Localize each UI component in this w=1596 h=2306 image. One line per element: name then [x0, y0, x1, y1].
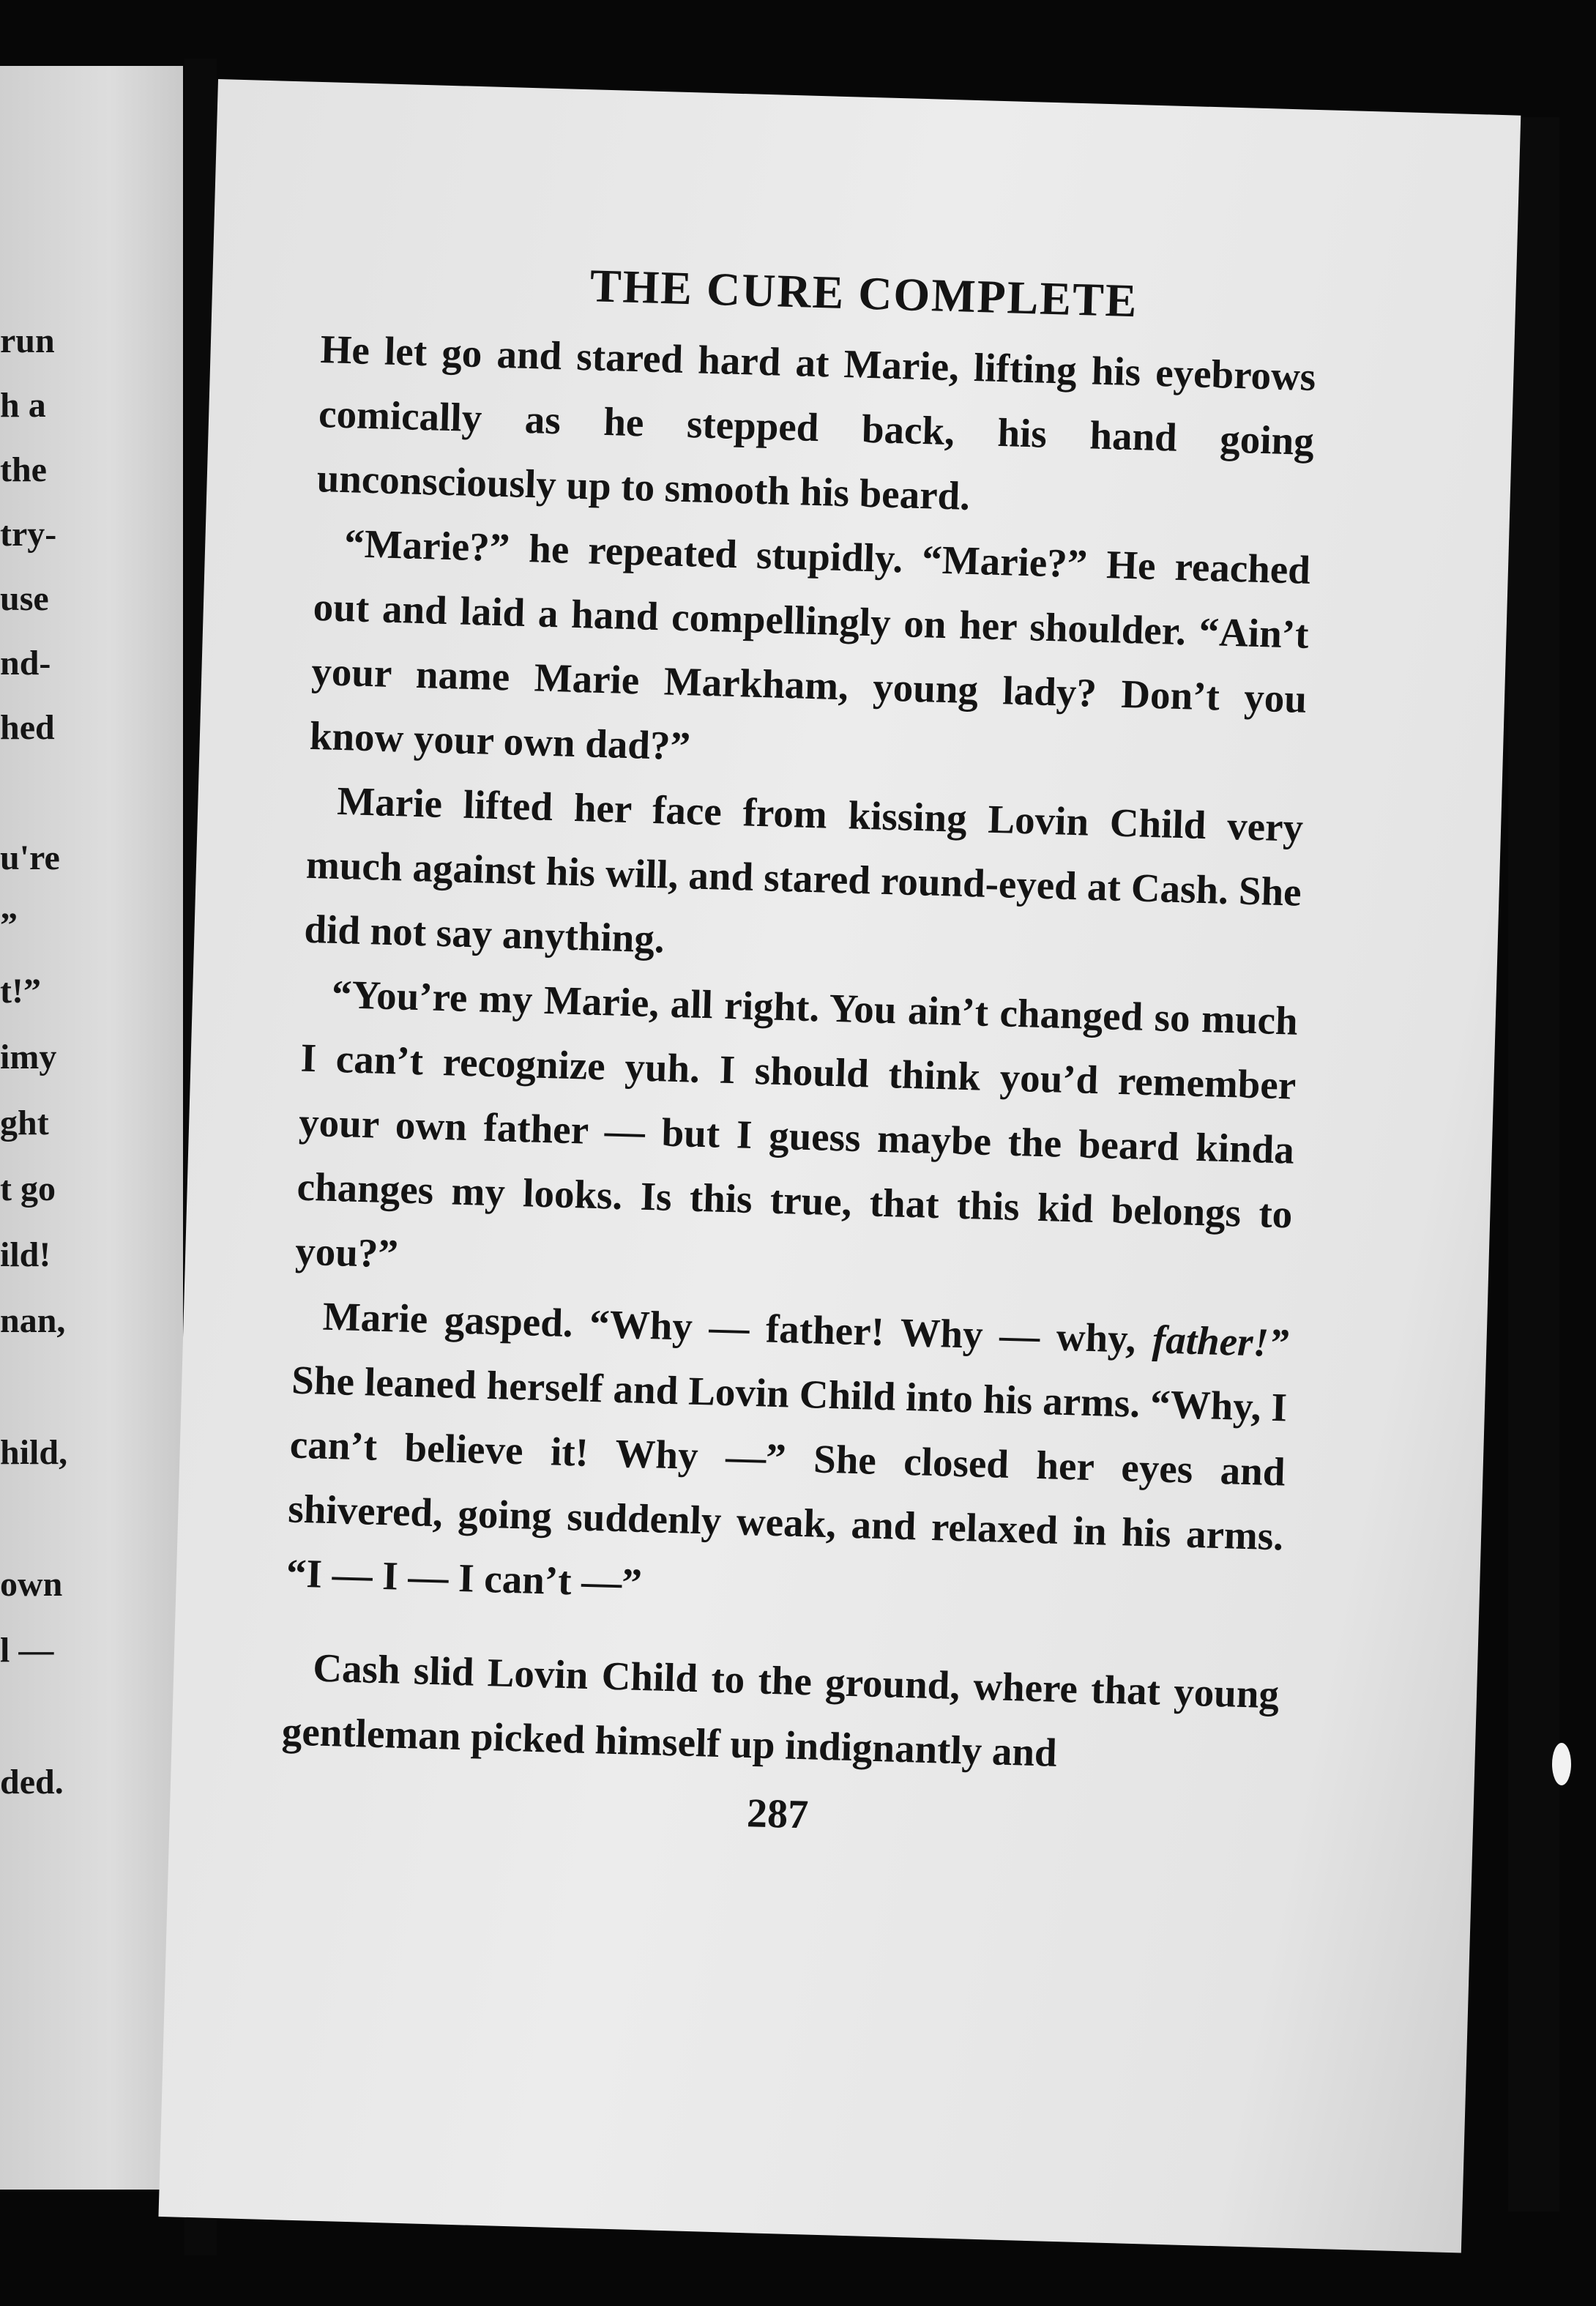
left-fragment: ded.	[0, 1763, 64, 1801]
paragraph: Marie lifted her face from kissing Lovin Child very much against his will, and stared round-eyed at Cash. She did not say anything.	[303, 778, 1304, 962]
paragraph: “Marie?” he repeated stupidly. “Marie?” He reached out and laid a hand compellingly on her shoulder. “Ain’t your name Marie Markham, young lady? Don’t you know your own dad?”	[309, 520, 1311, 769]
left-fragment: u're	[0, 838, 60, 877]
left-page-edge	[0, 66, 183, 2190]
book-page	[158, 79, 1521, 2253]
left-fragment: nan,	[0, 1301, 66, 1340]
left-fragment: hild,	[0, 1433, 68, 1472]
page-number: 287	[746, 1790, 809, 1838]
left-fragment: own	[0, 1565, 63, 1604]
italic-emphasis: father!”	[1152, 1317, 1290, 1366]
left-fragment: try-	[0, 515, 57, 554]
left-fragment: ght	[0, 1104, 49, 1142]
page-text	[280, 250, 1319, 1851]
paragraph: “You’re my Marie, all right. You ain’t changed so much I can’t recognize yuh. I should think you’d remember your own father — but I guess maybe the beard kinda changes my looks. Is this true, that this kid belongs to you?”	[294, 971, 1299, 1276]
left-fragment: hed	[0, 708, 55, 747]
paragraph: He let go and stared hard at Marie, lifting his eyebrows comically as he stepped back, his hand going unconsciously up to smooth his beard.	[316, 326, 1317, 518]
left-fragment: t!”	[0, 972, 41, 1011]
left-fragment: imy	[0, 1038, 57, 1076]
right-page-edge-shadow	[1508, 117, 1559, 2212]
left-fragment: ”	[0, 906, 18, 945]
paragraph-text: Marie gasped. “Why — father! Why — why,	[322, 1293, 1137, 1361]
scan-artifact	[1552, 1743, 1571, 1785]
left-fragment: l —	[0, 1631, 54, 1670]
paragraph-text: She leaned herself and Lovin Child into his arms. “Why, I can’t believe it! Why —” She closed her eyes and shivered, going suddenly weak, and relaxed in his arms. “I — I — I can’t —”	[286, 1357, 1288, 1605]
paragraph	[286, 1283, 1290, 1633]
paragraph: Cash slid Lovin Child to the ground, where that young gentleman picked himself up indignantly and	[281, 1645, 1280, 1775]
left-fragment: ild!	[0, 1235, 51, 1274]
left-fragment: the	[0, 450, 47, 489]
left-fragment: h a	[0, 386, 46, 425]
left-fragment: nd-	[0, 644, 51, 682]
left-fragment: t go	[0, 1169, 56, 1208]
left-fragment: use	[0, 579, 49, 618]
running-head: THE CURE COMPLETE	[589, 259, 1139, 327]
left-fragment: run	[0, 321, 55, 360]
